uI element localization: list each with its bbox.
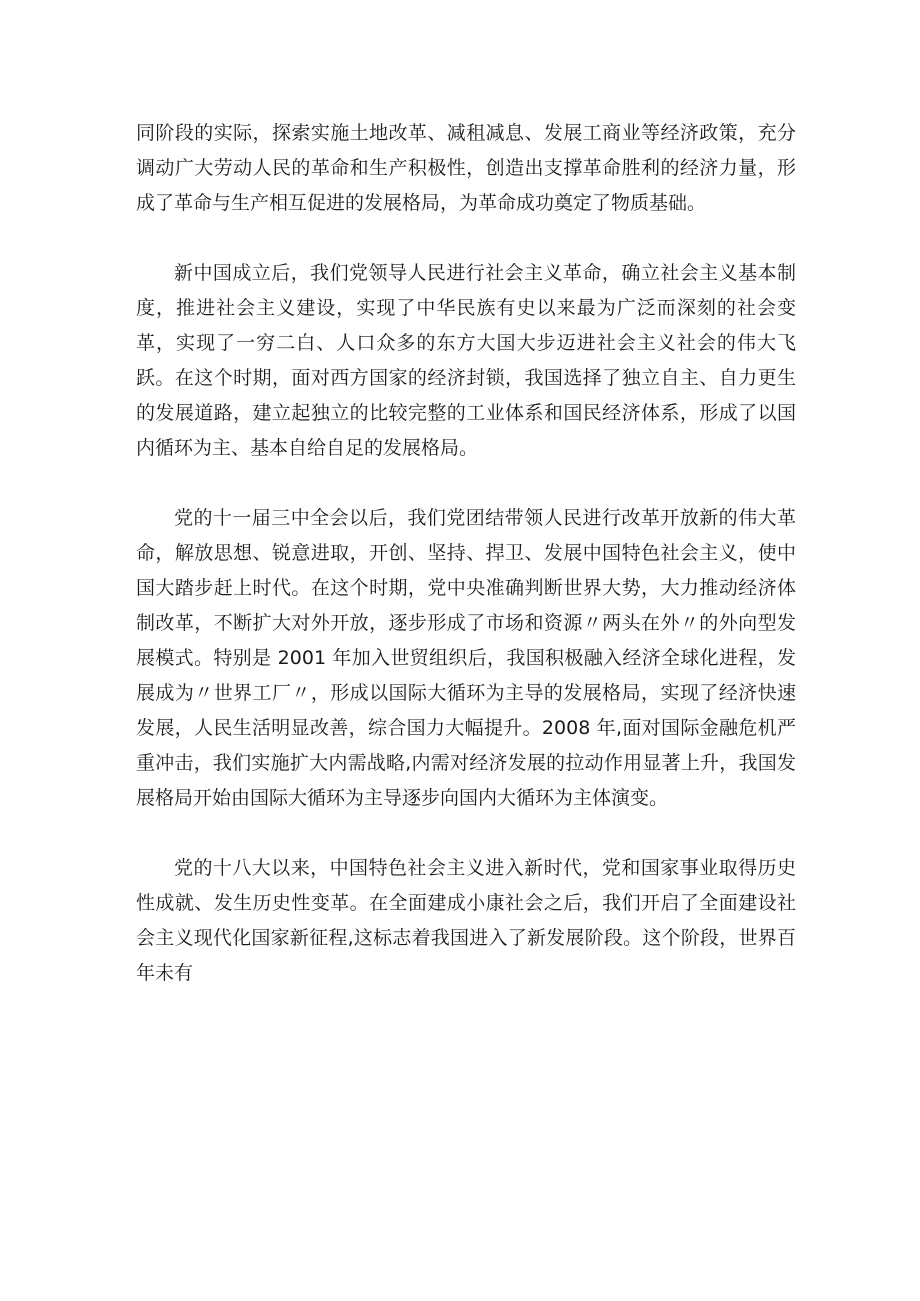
paragraph-3: 党的十一届三中全会以后，我们党团结带领人民进行改革开放新的伟大革命，解放思想、锐意进取，开创、坚持、捍卫、发展中国特色社会主义，使中国大踏步赶上时代。在这个时期，党中央准确判断世界大势，大力推动经济体制改革，不断扩大对外开放，逐步形成了市场和资源〃两头在外〃的外向型发展模式。特别是 2001 年加入世贸组织后，我国积极融入经济全球化进程，发展成为〃世界工厂〃，形成以国际大循环为主导的发展格局，实现了经济快速发展，人民生活明显改善，综合国力大幅提升。2008 年,面对国际金融危机严重冲击，我们实施扩大内需战略,内需对经济发展的拉动作用显著上升，我国发展格局开始由国际大循环为主导逐步向国内大循环为主体演变。 xyxy=(136,507,796,809)
paragraph-4: 党的十八大以来，中国特色社会主义进入新时代，党和国家事业取得历史性成就、发生历史性变革。在全面建成小康社会之后，我们开启了全面建设社会主义现代化国家新征程,这标志着我国进入了新发展阶段。这个阶段，世界百年未有 xyxy=(136,857,796,984)
paragraph-2: 新中国成立后，我们党领导人民进行社会主义革命，确立社会主义基本制度，推进社会主义建设，实现了中华民族有史以来最为广泛而深刻的社会变革，实现了一穷二白、人口众多的东方大国大步迈进社会主义社会的伟大飞跃。在这个时期，面对西方国家的经济封锁，我国选择了独立自主、自力更生的发展道路，建立起独立的比较完整的工业体系和国民经济体系，形成了以国内循环为主、基本自给自足的发展格局。 xyxy=(136,262,796,459)
paragraph-1: 同阶段的实际，探索实施土地改革、减租减息、发展工商业等经济政策，充分调动广大劳动人民的革命和生产积极性，创造出支撑革命胜利的经济力量，形成了革命与生产相互促进的发展格局，为革命成功奠定了物质基础。 xyxy=(136,122,796,214)
document-body xyxy=(136,116,796,1026)
